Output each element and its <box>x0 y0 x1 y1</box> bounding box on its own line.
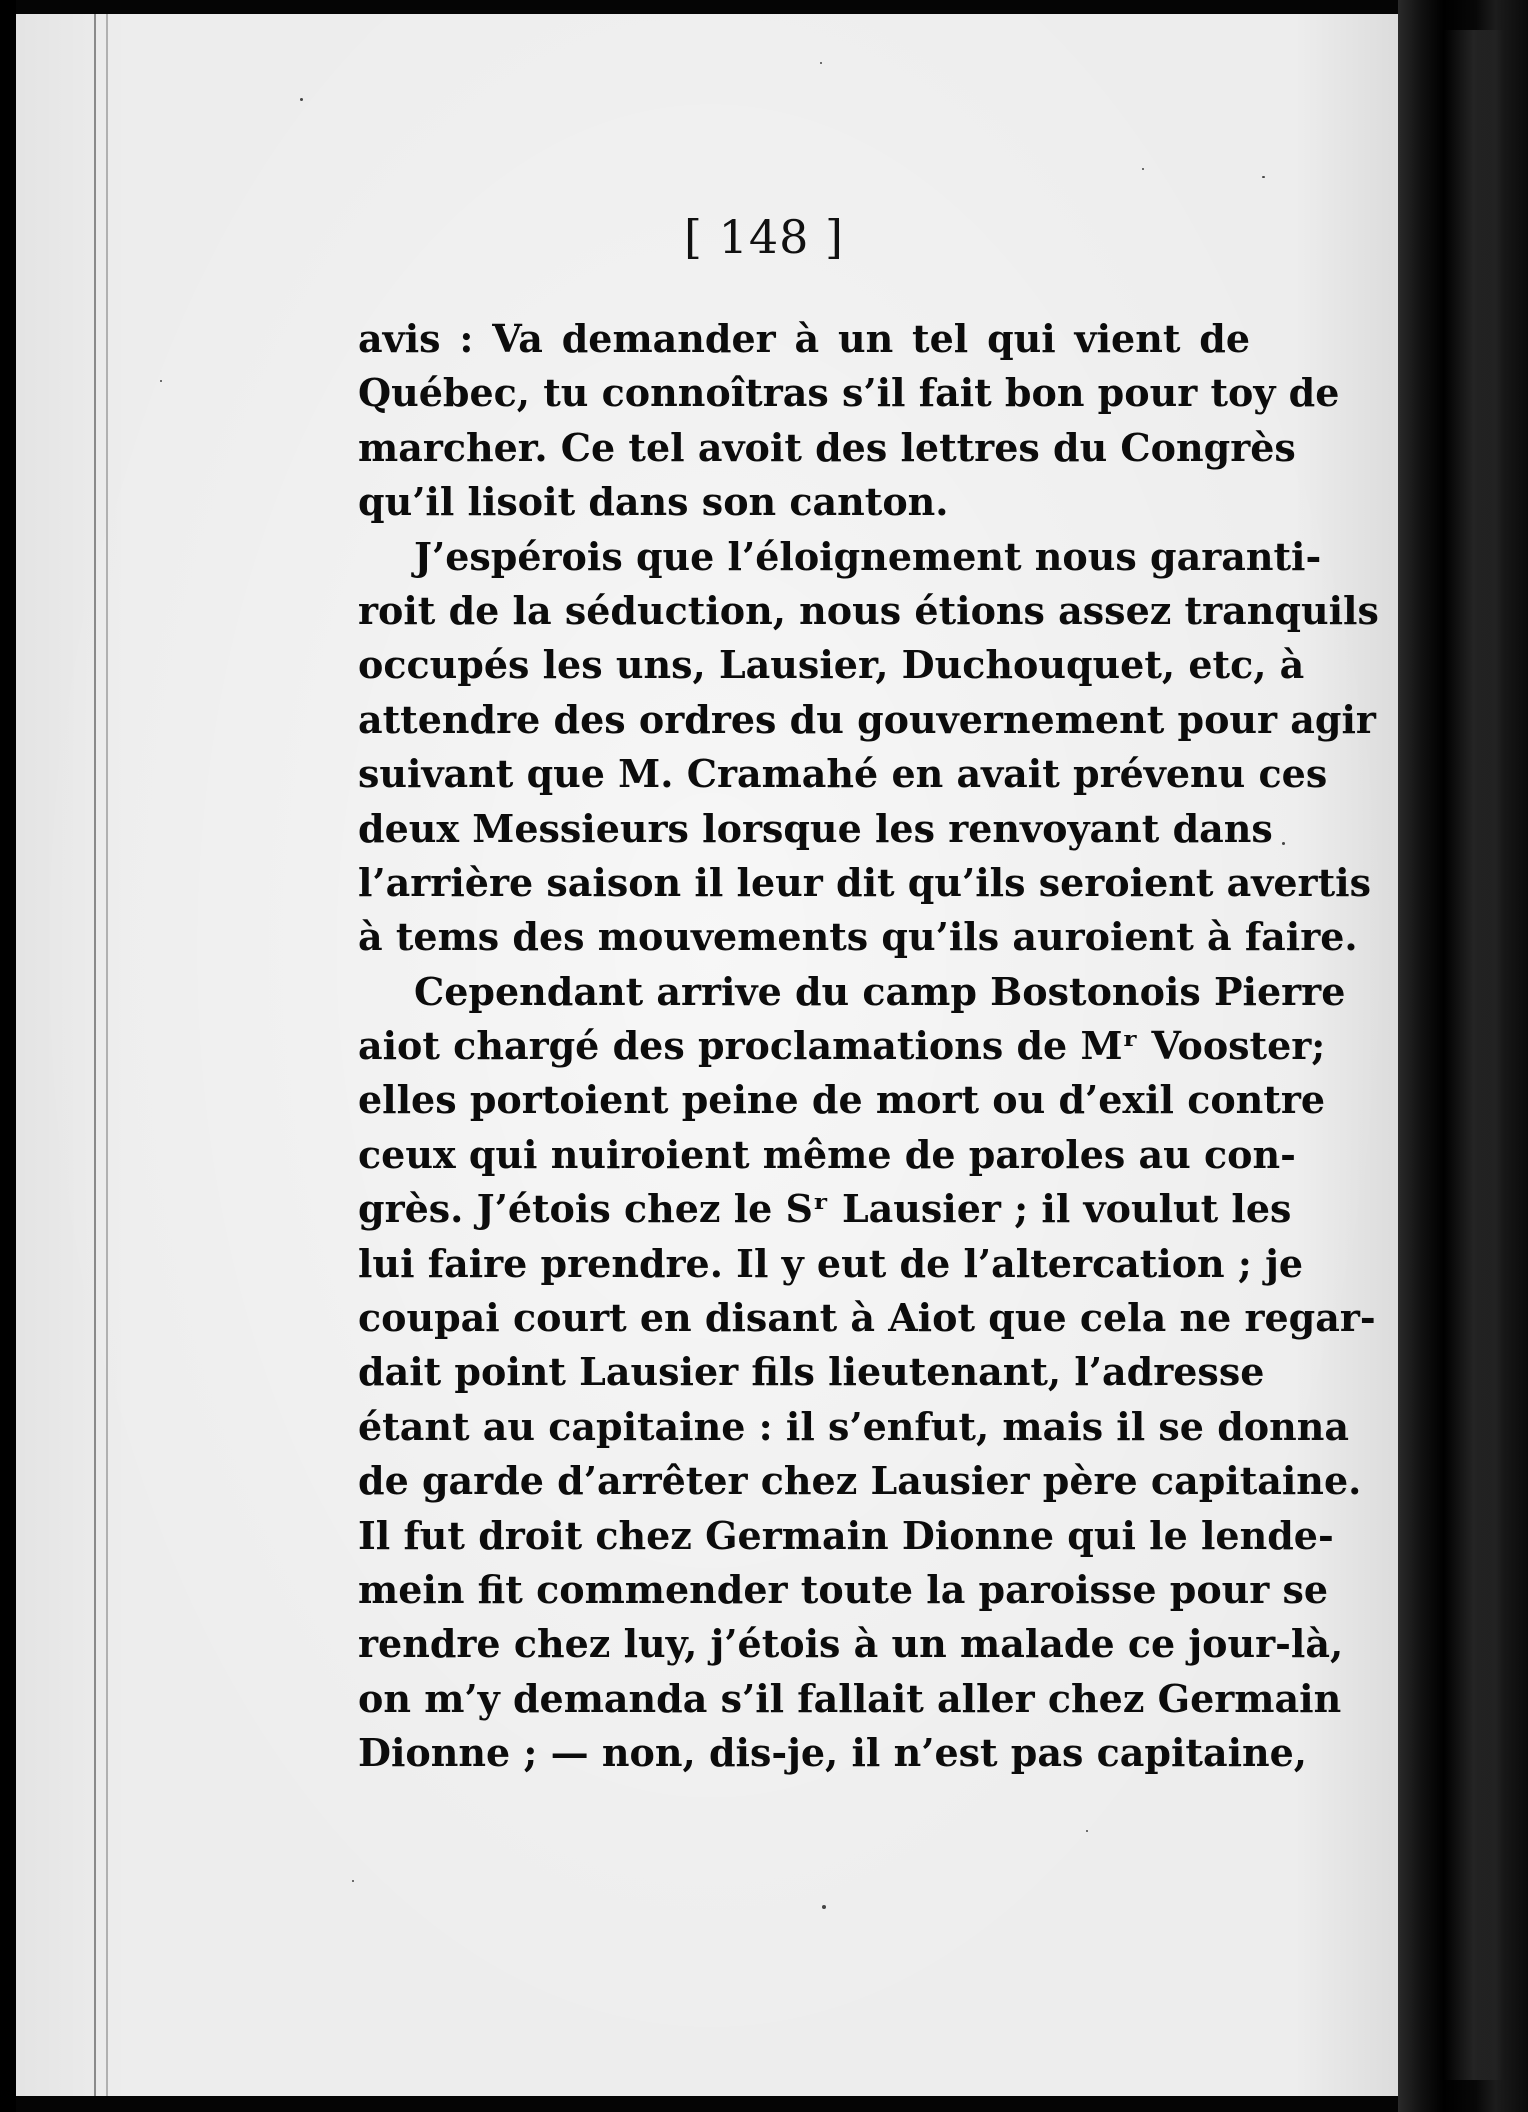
text-line: avis : Va demander à un tel qui vient de <box>358 316 1250 361</box>
text-line: étant au capitaine : il s’enfut, mais il se donna <box>358 1403 1350 1449</box>
body-text <box>358 312 1379 1781</box>
text-line: Il fut droit chez Germain Dionne qui le lende- <box>358 1512 1334 1558</box>
paragraph <box>358 965 1376 1781</box>
text-line: roit de la séduction, nous étions assez tranquils <box>358 587 1379 633</box>
paragraph <box>358 312 1340 530</box>
text-line: grès. J’étois chez le Sʳ Lausier ; il voulut les <box>358 1186 1292 1232</box>
text-line: rendre chez luy, j’étois à un malade ce jour-là, <box>358 1621 1344 1667</box>
text-line: de garde d’arrêter chez Lausier père capitaine. <box>358 1458 1362 1504</box>
text-line: occupés les uns, Lausier, Duchouquet, etc, à <box>358 642 1305 688</box>
text-line: aiot chargé des proclamations de Mʳ Vooster; <box>358 1023 1326 1069</box>
margin-rule-line <box>106 14 108 2096</box>
text-line: dait point Lausier fils lieutenant, l’adresse <box>358 1349 1265 1395</box>
text-line: Dionne ; — non, dis-je, il n’est pas capitaine, <box>358 1730 1308 1776</box>
next-page-edge <box>1444 30 1504 2080</box>
text-line: deux Messieurs lorsque les renvoyant dans <box>358 805 1273 851</box>
text-line: marcher. Ce tel avoit des lettres du Congrès <box>358 424 1296 470</box>
text-line: à tems des mouvements qu’ils auroient à faire. <box>358 914 1358 960</box>
text-line: l’arrière saison il leur dit qu’ils seroient avertis <box>358 859 1371 905</box>
text-line: elles portoient peine de mort ou d’exil contre <box>358 1077 1326 1123</box>
text-line: coupai court en disant à Aiot que cela ne regar- <box>358 1295 1376 1341</box>
text-line: on m’y demanda s’il fallait aller chez Germain <box>358 1675 1342 1721</box>
margin-rule-line <box>94 14 96 2096</box>
text-line: mein fit commender toute la paroisse pour se <box>358 1566 1329 1612</box>
text-line: attendre des ordres du gouvernement pour agir <box>358 696 1376 742</box>
text-line: J’espérois que l’éloignement nous garanti- <box>414 533 1322 579</box>
paragraph <box>358 530 1379 965</box>
page-number: [ 148 ] <box>684 210 844 264</box>
text-line: Cependant arrive du camp Bostonois Pierre <box>414 968 1346 1014</box>
scan-left-border <box>0 0 16 2112</box>
text-line: Québec, tu connoîtras s’il fait bon pour toy de <box>358 370 1340 416</box>
text-line: lui faire prendre. Il y eut de l’altercation ; je <box>358 1240 1304 1286</box>
text-line: suivant que M. Cramahé en avait prévenu ces <box>358 751 1328 797</box>
text-line: ceux qui nuiroient même de paroles au con- <box>358 1131 1296 1177</box>
text-line: qu’il lisoit dans son canton. <box>358 479 949 525</box>
